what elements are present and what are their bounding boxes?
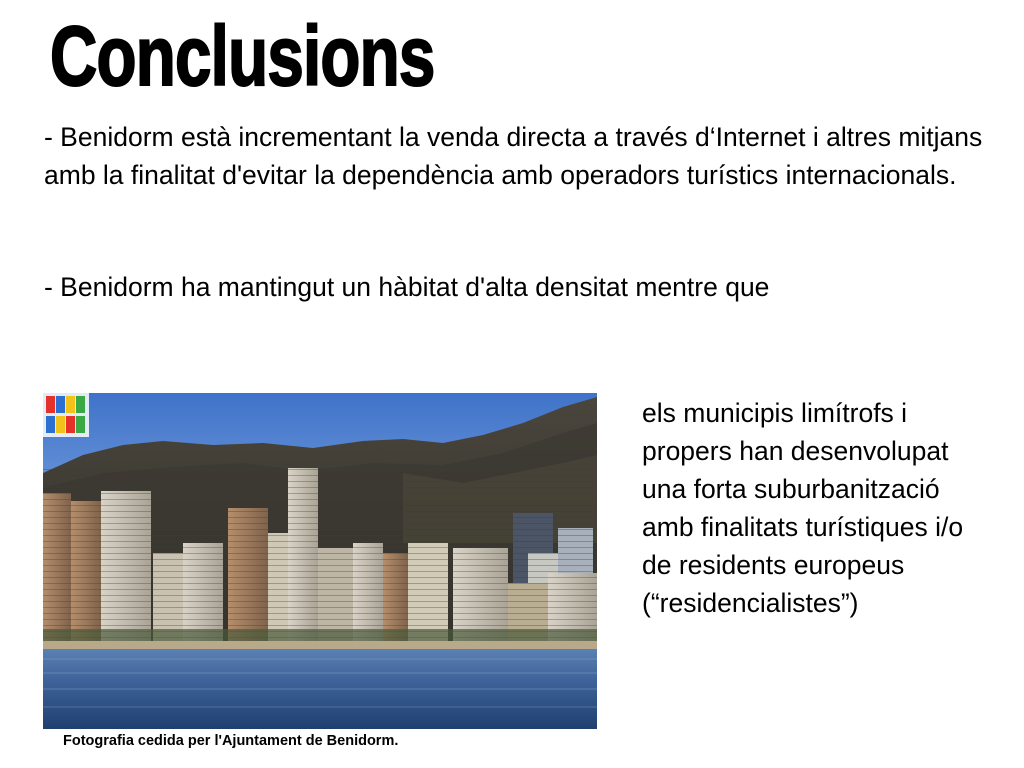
conclusion-paragraph-2-continued: els municipis limítrofs i propers han desenvolupat una forta suburbanització amb finalitats turístiques i/o de residents europeus (“residencialistes”) [642,398,964,618]
conclusion-paragraph-2: - Benidorm ha mantingut un hàbitat d'alta densitat mentre que [44,272,770,302]
slide-title: Conclusions [50,9,435,103]
conclusion-paragraph-1: - Benidorm està incrementant la venda directa a través d‘Internet i altres mitjans amb la finalitat d'evitar la dependència amb operadors turístics internacionals. [44,122,983,190]
benidorm-skyline-photo [43,393,597,729]
photo-caption: Fotografia cedida per l'Ajuntament de Benidorm. [63,733,399,749]
benidorm-logo [43,393,89,437]
